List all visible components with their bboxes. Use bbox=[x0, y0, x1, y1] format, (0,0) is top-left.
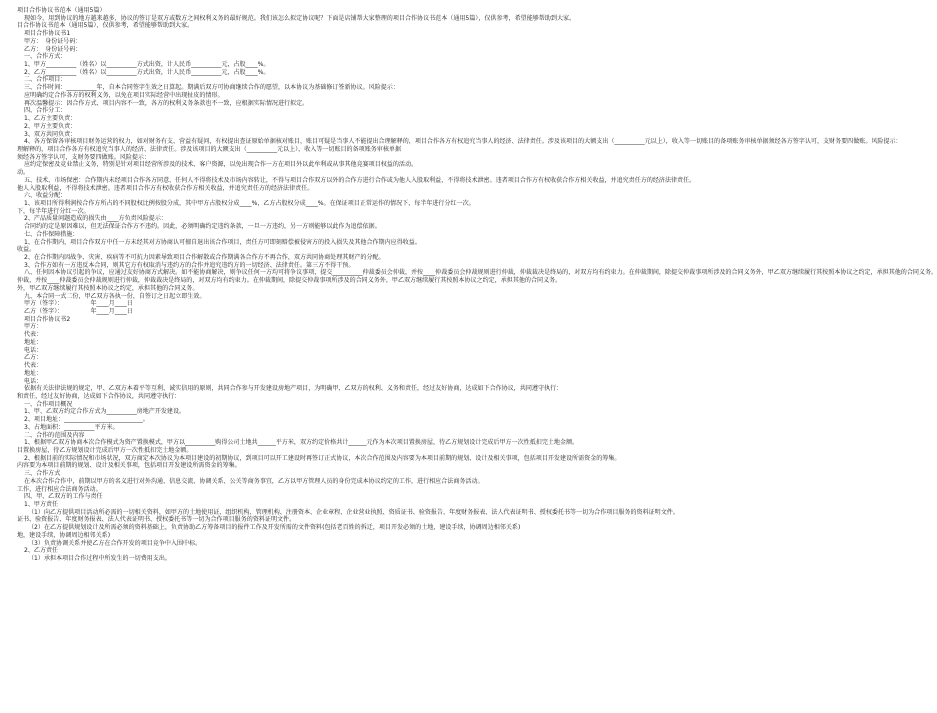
text-line: 下，每半年进行分红一次。 bbox=[17, 207, 90, 215]
text-line: 再次温馨提示：因合作方式、项目内容不一致，各方的权利义务条款也不一致，应根据实际情况进行拟定。 bbox=[24, 99, 309, 107]
text-line: 2、甲方主要负责： bbox=[24, 122, 77, 130]
text-line: 二、合作项目： bbox=[24, 76, 67, 84]
text-line: 和责任，经过友好协商，达成如下合作协议，共同遵守执行： bbox=[17, 392, 181, 400]
text-line: 仲裁，并按____仲裁委员会仲裁规则进行仲裁，仲裁裁决是终局的，对双方均有约束力。在仲裁期间，除提交仲裁事项所涉及的合同义务外，甲乙双方继续履行其按照本协议之约定，承担其他的合同义务。 bbox=[17, 277, 562, 285]
text-line: 甲方： 身份证号码： bbox=[24, 37, 82, 45]
text-line: 一、合作方式： bbox=[24, 53, 67, 61]
text-line: 项目合作协议书1 bbox=[24, 30, 71, 38]
text-line: 4、各方保留各审核项目财务运营的权力，如对财务有支、营益有疑问，有权提出查证原始单据核对账目，账目可疑是当事人不能提出合理解释的，项目合作各方有权追究当事人的经济、法律责任。涉及该项目的大额支出（__________元以上），收入等一切账目的备项账务审核单据须经各方签字认可，支财务要四做账。风险提示： bbox=[24, 138, 902, 146]
text-line: 外，甲乙双方继续履行其按照本协议之约定，承担其他的合同义务。 bbox=[17, 284, 199, 292]
text-line: 1、根据甲乙双方协商本次合作模式为资产置换模式，甲方以__________购得公司土地共______平方米，双方约定价格共计______元作为本次项目置换房屋，待乙方规划设计完成后甲方一次性抵扣完土地金额。 bbox=[24, 439, 579, 447]
text-line: 乙方： 身份证号码： bbox=[24, 45, 82, 53]
text-line: 乙方： bbox=[24, 354, 43, 362]
text-line: 2、项目地址：__________________________。 bbox=[24, 416, 149, 424]
text-line: 3、合作方如有一方违反本合同，则其它方有权取消与违约方的合作并追究违约方的一切经济、法律责任。第三方不得干预。 bbox=[24, 261, 355, 269]
text-line: 1、乙方主要负责： bbox=[24, 115, 77, 123]
text-line: （2）在乙方提供规划设计及所需必须的资料基础上，负责协助乙方筹备项目的报件工作及开发所需的文件资料(包括老百姓的拆迁，项目开发必须的土地，建设手续，协调周边相邻关系) bbox=[28, 524, 521, 532]
text-line: 内容要为本项目前期的规划、设计及相关事项，包括项目开发建设所需资金的筹集。 bbox=[17, 462, 241, 470]
text-line: 在本次合作合作中，前期以甲方的名义进行对外沟通、信息交流、协调关系、公关等商务事宜，乙方以甲方管理人员的身份完成本协议约定的工作，进行相应合法商务活动。 bbox=[24, 477, 484, 485]
text-line: 七、合作保障措施： bbox=[24, 230, 79, 238]
text-line: 动。 bbox=[17, 169, 30, 177]
text-line: 六、收益分配： bbox=[24, 192, 67, 200]
text-line: 3、占地面积：__________平方米。 bbox=[24, 423, 119, 431]
text-line: 2、在合作期内因战争、灾害、疾病等不可抗力因素导致项目合作解散或合作期满各合作方不再合作，双方共同协商处理其财产的分配。 bbox=[24, 254, 385, 261]
text-line: 四、甲、乙双方的工作与责任 bbox=[24, 493, 103, 501]
text-line: 五、技术、市场保密：合作期内未经项目合作各方同意，任何人不得将技术及市场内容转让，不得与项目合作双方以外的合作方进行合作或为他人入股取利益，不得将技术泄密。违者项目合作方有权收获合作方相关收益，并追究责任方的经济法律责任。 bbox=[24, 176, 696, 184]
text-line: 1、该项目所得利润按合作方所占的不同股权比例按股分成，其中甲方占股权分成____%，乙方占股权分成____%。在保证项目正常运作的情况下，每半年进行分红一次。 bbox=[24, 199, 475, 207]
text-line: 工作，进行相应合法商务活动。 bbox=[17, 485, 102, 493]
text-line: 现如今，用到协议的地方越来越多，协议的签订是双方或数方之间权利义务的最好规范。我们该怎么拟定协议呢？下面是店铺帮大家整理的项目合作协议书范本（通用5篇），仅供参考，希望能够帮助到大家。 bbox=[24, 14, 576, 22]
text-line: 2、乙方责任 bbox=[24, 547, 59, 555]
text-line: 代表： bbox=[24, 331, 43, 339]
document-title: 项目合作协议书范本（通用5篇） bbox=[17, 7, 106, 14]
text-line: 理解释的，项目合作各方有权追究当事人的经济、法律责任。涉及该项目的大额支出（__________元以上），收入等一切账目的备项账务审核单据 bbox=[17, 145, 401, 153]
text-line: 1、甲、乙双方约定合作方式为__________房地产开发建设。 bbox=[24, 408, 186, 416]
text-line: 须经各方签字认可，支财务要四做账。风险提示： bbox=[17, 153, 151, 161]
text-line: 1、甲方责任 bbox=[24, 501, 59, 508]
text-line: 1、在合作期内，项目合作双方中任一方未经其对方协商认可擅自退出该合作项目，责任方可即刻赔偿被侵害方的投入损失及其他合作期内应得收益。 bbox=[24, 238, 421, 246]
text-line: 收益。 bbox=[17, 246, 36, 254]
text-line: 合同约的定是原因难以，但无法保证合作方不违约。因此，必须明确约定违约条款，一旦一方违约，另一方则能够以此作为追偿依据。 bbox=[24, 223, 381, 231]
text-line: 依据有关法律法规的规定，甲、乙双方本着平等互利、诚实信用的原则，共同合作参与开发建设房地产项目，为明确甲、乙双方的权利、义务和责任，经过友好协商，达成如下合作协议，共同遵守执行： bbox=[24, 385, 563, 393]
text-line: 2、产品质量问题造成的损失由____方负责风险提示： bbox=[24, 215, 167, 223]
text-line: 电话： bbox=[24, 377, 43, 385]
text-line: （3）负责协调关系并使乙方在合作开发的项目竞争中入围中标。 bbox=[28, 539, 202, 547]
text-line: 三、合作时间：__________年，自本合同签字生效之日算起。期满后双方可协商继续合作的愿望，以本协议为基础修订签新协议。风险提示： bbox=[24, 84, 399, 92]
text-line: 目置换房屋，待乙方规划设计完成后甲方一次性抵扣完土地金额。 bbox=[17, 446, 193, 454]
text-line: 项目合作协议书2 bbox=[24, 315, 71, 323]
text-line: 三、合作方式 bbox=[24, 470, 61, 478]
text-line: 他人入股取利益，不得将技术泄密。违者项目合作方有权收获合作方相关收益，并追究责任方的经济法律责任。 bbox=[17, 184, 314, 192]
text-line: 代表： bbox=[24, 362, 43, 370]
text-line: 2、根据目前的实际情况和市场状况，双方商定本次协议为本项目建设的初期协议，到项目可以开工建设时再签订正式协议，本次合作范围及内容要为本项目前期的规划、设计及相关事项，包括项目开发建设所需资金的筹集。 bbox=[24, 454, 621, 462]
text-line: 应明确约定合作各方的权利义务，以免在项目实际经营中出现扯皮的情形。 bbox=[24, 91, 224, 99]
text-line: 四、合作分工： bbox=[24, 107, 67, 115]
text-line: 甲方（签字）： 年____月____日 bbox=[24, 300, 133, 308]
text-line: 目合作协议书范本（通用5篇），仅供参考，希望能够帮助到大家。 bbox=[17, 22, 194, 30]
text-line: 八、任何因本协议引起的争议，应通过友好协商方式解决。如不能协商解决，则争议任何一方均可将争议事项，提交__________仲裁委员会仲裁，并按____仲裁委员会仲裁规则进行仲裁，仲裁裁决是终局的，对双方均有约束力。在仲裁期间，除提交仲裁事项所涉及的合同义务外，甲乙双方继续履行其按照本协议之约定，承担其他的合同义务。 bbox=[24, 269, 937, 277]
text-line: （1）向乙方提供项目活动所必需的一切相关资料，如甲方的土地使用证、组织机构、管理机构、注册资本、企业章程、企业营业执照、资质证书、验资报告、年度财务报表、法人代表证明书、授权委托书等一切为合作项目服务的资料证明文件。 bbox=[28, 508, 679, 516]
text-line: 电话： bbox=[24, 346, 43, 354]
text-line: 一、合作项目概况 bbox=[24, 400, 73, 408]
text-line: 二、合作的范围及内容 bbox=[24, 431, 85, 439]
text-line: 应约定保密及竞业禁止义务，特别是针对项目经营所涉及的技术、客户资源，以免出现合作一方在项目外以此牟利或从事其他竞赛项目权益的活动。 bbox=[24, 161, 418, 169]
text-line: 证书、验资报告、年度财务报表、法人代表证明书、授权委托书等一切为合作项目服务的资料证明文件。 bbox=[17, 516, 296, 524]
text-line: 地址： bbox=[24, 338, 43, 346]
text-line: 1、甲方__________（姓名）以__________方式出资，计人民币__________元，占股____%。 bbox=[24, 61, 270, 69]
text-line: 乙方（签字）： 年____月____日 bbox=[24, 308, 133, 316]
text-line: 甲方： bbox=[24, 323, 43, 331]
text-line: 3、双方共同负责： bbox=[24, 130, 77, 138]
text-line: （1）承担本项目合作过程中所发生的一切费用支出。 bbox=[28, 555, 171, 563]
text-line: 九、本合同一式二份，甲乙双方各执一份，自签订之日起立即生效。 bbox=[24, 292, 206, 300]
text-line: 2、乙方__________（姓名）以__________方式出资，计人民币__________元，占股____%。 bbox=[24, 68, 270, 76]
text-line: 地，建设手续，协调周边相邻关系) bbox=[17, 531, 111, 539]
text-line: 地址： bbox=[24, 369, 43, 377]
